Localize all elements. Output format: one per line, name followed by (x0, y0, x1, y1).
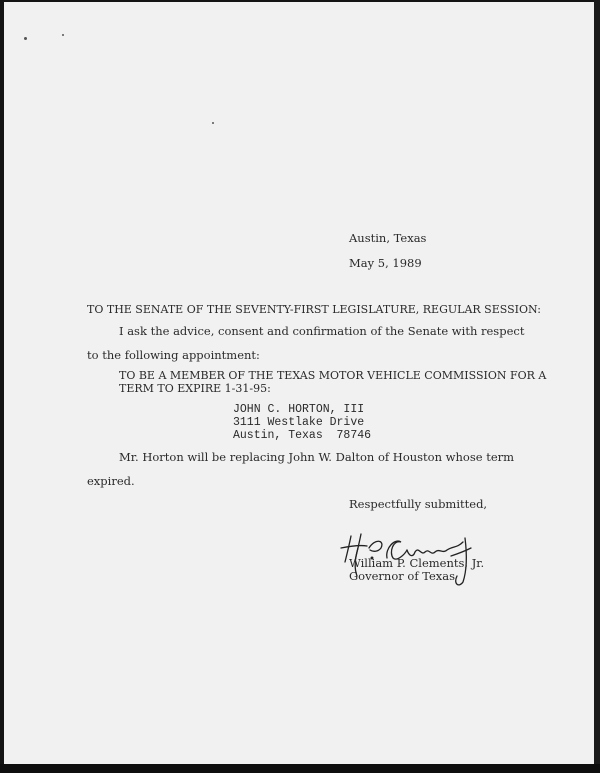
appointee-city: Austin, Texas 78746 (233, 429, 372, 442)
closing: Respectfully submitted, (349, 497, 488, 511)
body-line-2: to the following appointment: (87, 348, 260, 362)
scan-speck (62, 34, 64, 36)
appointment-line-1: TO BE A MEMBER OF THE TEXAS MOTOR VEHICLE COMMISSION FOR A (119, 369, 547, 382)
appointment-line-2: TERM TO EXPIRE 1-31-95: (119, 382, 271, 395)
letter-date: May 5, 1989 (349, 256, 422, 270)
scan-speck (24, 37, 27, 40)
signer-name: William P. Clements, Jr. (349, 556, 485, 570)
scan-speck (212, 122, 214, 124)
letter-place: Austin, Texas (349, 231, 427, 245)
letter-page (4, 2, 594, 764)
scan-edge-bottom (0, 764, 600, 773)
appointee-name: JOHN C. HORTON, III (233, 403, 365, 416)
note-line-2: expired. (87, 474, 135, 488)
body-line-1: I ask the advice, consent and confirmation of the Senate with respect (119, 324, 525, 338)
signer-title: Governor of Texas (349, 569, 456, 583)
appointee-street: 3111 Westlake Drive (233, 416, 365, 429)
note-line-1: Mr. Horton will be replacing John W. Dalton of Houston whose term (119, 450, 515, 464)
salutation: TO THE SENATE OF THE SEVENTY-FIRST LEGISLATURE, REGULAR SESSION: (87, 303, 541, 316)
scan-edge-right (594, 0, 600, 773)
